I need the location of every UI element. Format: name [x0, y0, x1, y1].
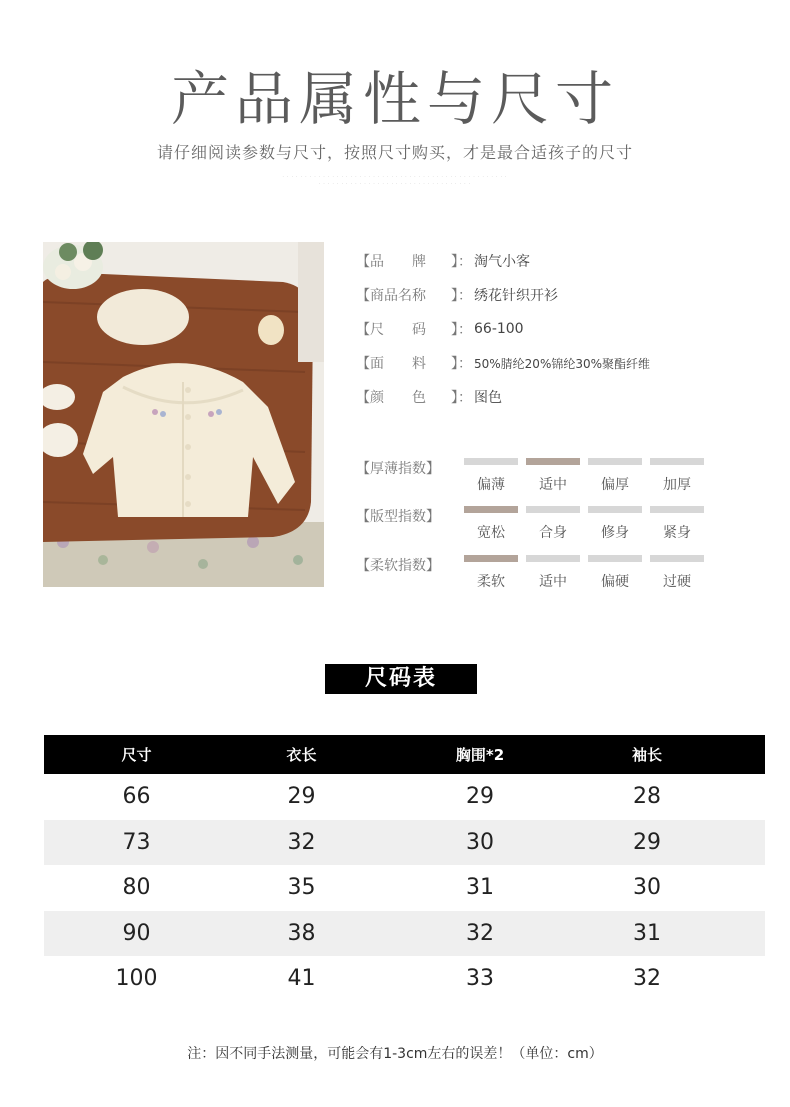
- table-cell: 90: [122, 920, 151, 946]
- table-cell: 41: [287, 966, 316, 992]
- index-option: 适中: [526, 555, 580, 591]
- table-cell: 80: [122, 875, 151, 901]
- table-cell: 35: [287, 875, 316, 901]
- attribute-value: 66-100: [474, 321, 524, 337]
- table-cell: 29: [466, 784, 494, 810]
- table-row: [44, 911, 765, 957]
- table-header: [44, 735, 765, 774]
- table-row: [44, 774, 765, 820]
- attribute-row: [356, 380, 650, 414]
- table-header-cell: 袖长: [631, 746, 662, 764]
- index-bar: [464, 555, 518, 562]
- index-option: 偏厚: [588, 458, 642, 494]
- table-cell: 29: [633, 829, 661, 855]
- page-subtitle: 请仔细阅读参数与尺寸，按照尺寸购买，才是最合适孩子的尺寸: [156, 143, 633, 162]
- attribute-key: 【 尺 码 】：: [356, 322, 472, 338]
- table-cell: 32: [633, 966, 661, 992]
- attribute-value: 50%腈纶20%锦纶30%聚酯纤维: [474, 356, 651, 371]
- index-option: 紧身: [650, 506, 704, 542]
- table-row: [44, 820, 765, 866]
- index-option: 过硬: [650, 555, 704, 591]
- attribute-list: [356, 244, 650, 414]
- index-bar: [588, 506, 642, 513]
- table-cell: 66: [122, 784, 151, 810]
- table-cell: 38: [287, 920, 316, 946]
- attribute-row: [356, 346, 650, 380]
- table-header-cell: 胸围*2: [455, 746, 505, 764]
- index-bar: [650, 555, 704, 562]
- attribute-row: [356, 312, 650, 346]
- attribute-row: [356, 278, 650, 312]
- table-header-cell: 尺寸: [121, 746, 152, 764]
- size-chart-title: 尺码表: [325, 664, 477, 694]
- attribute-value: 淘气小客: [474, 254, 530, 270]
- index-label: 【厚薄指数】: [356, 461, 440, 477]
- index-bar: [526, 458, 580, 465]
- index-bar: [650, 458, 704, 465]
- table-cell: 73: [122, 829, 151, 855]
- page-title: 产品属性与尺寸: [170, 65, 619, 133]
- attribute-key: 【 品 牌 】：: [356, 254, 472, 270]
- index-option: 修身: [588, 506, 642, 542]
- index-option: 偏薄: [464, 458, 518, 494]
- table-cell: 31: [466, 875, 494, 901]
- table-cell: 28: [633, 784, 661, 810]
- attribute-value: 绣花针织开衫: [474, 288, 558, 304]
- index-option: 加厚: [650, 458, 704, 494]
- table-cell: 100: [115, 966, 158, 992]
- table-cell: 32: [287, 829, 316, 855]
- table-header-cell: 衣长: [286, 746, 317, 764]
- index-label: 【柔软指数】: [356, 558, 440, 574]
- attribute-row: [356, 244, 650, 278]
- table-row: [44, 956, 765, 1002]
- product-photo: [43, 242, 324, 587]
- decorative-fine-print: · · · · · · · · · · · · · · · · · · · · · · · · · · · · · · · · · · · · · · · · · · · · · · · · · ·: [282, 174, 508, 179]
- index-bar: [464, 506, 518, 513]
- index-option: 合身: [526, 506, 580, 542]
- attribute-value: 图色: [474, 390, 502, 406]
- table-row: [44, 865, 765, 911]
- attribute-key: 【 面 料 】：: [356, 356, 472, 372]
- table-cell: 33: [466, 966, 494, 992]
- index-bar: [588, 555, 642, 562]
- table-cell: 29: [287, 784, 316, 810]
- index-bar: [588, 458, 642, 465]
- decorative-fine-print-2: · · · · · · · · · · · · · · · · · · · · · · · · · · · · · · · · · ·: [318, 181, 472, 186]
- size-table: [44, 735, 765, 1002]
- index-label: 【版型指数】: [356, 509, 440, 525]
- table-cell: 31: [633, 920, 661, 946]
- index-option: 宽松: [464, 506, 518, 542]
- index-bar: [526, 555, 580, 562]
- index-option: 适中: [526, 458, 580, 494]
- index-option: 柔软: [464, 555, 518, 591]
- table-cell: 30: [466, 829, 494, 855]
- index-bar: [526, 506, 580, 513]
- table-cell: 30: [633, 875, 661, 901]
- index-bar: [464, 458, 518, 465]
- table-cell: 32: [466, 920, 494, 946]
- index-option: 偏硬: [588, 555, 642, 591]
- index-bar: [650, 506, 704, 513]
- measurement-note: 注：因不同手法测量，可能会有1-3cm左右的误差！（单位：cm）: [187, 1046, 603, 1062]
- attribute-key: 【 商品名称 】：: [356, 288, 472, 304]
- attribute-key: 【 颜 色 】：: [356, 390, 472, 406]
